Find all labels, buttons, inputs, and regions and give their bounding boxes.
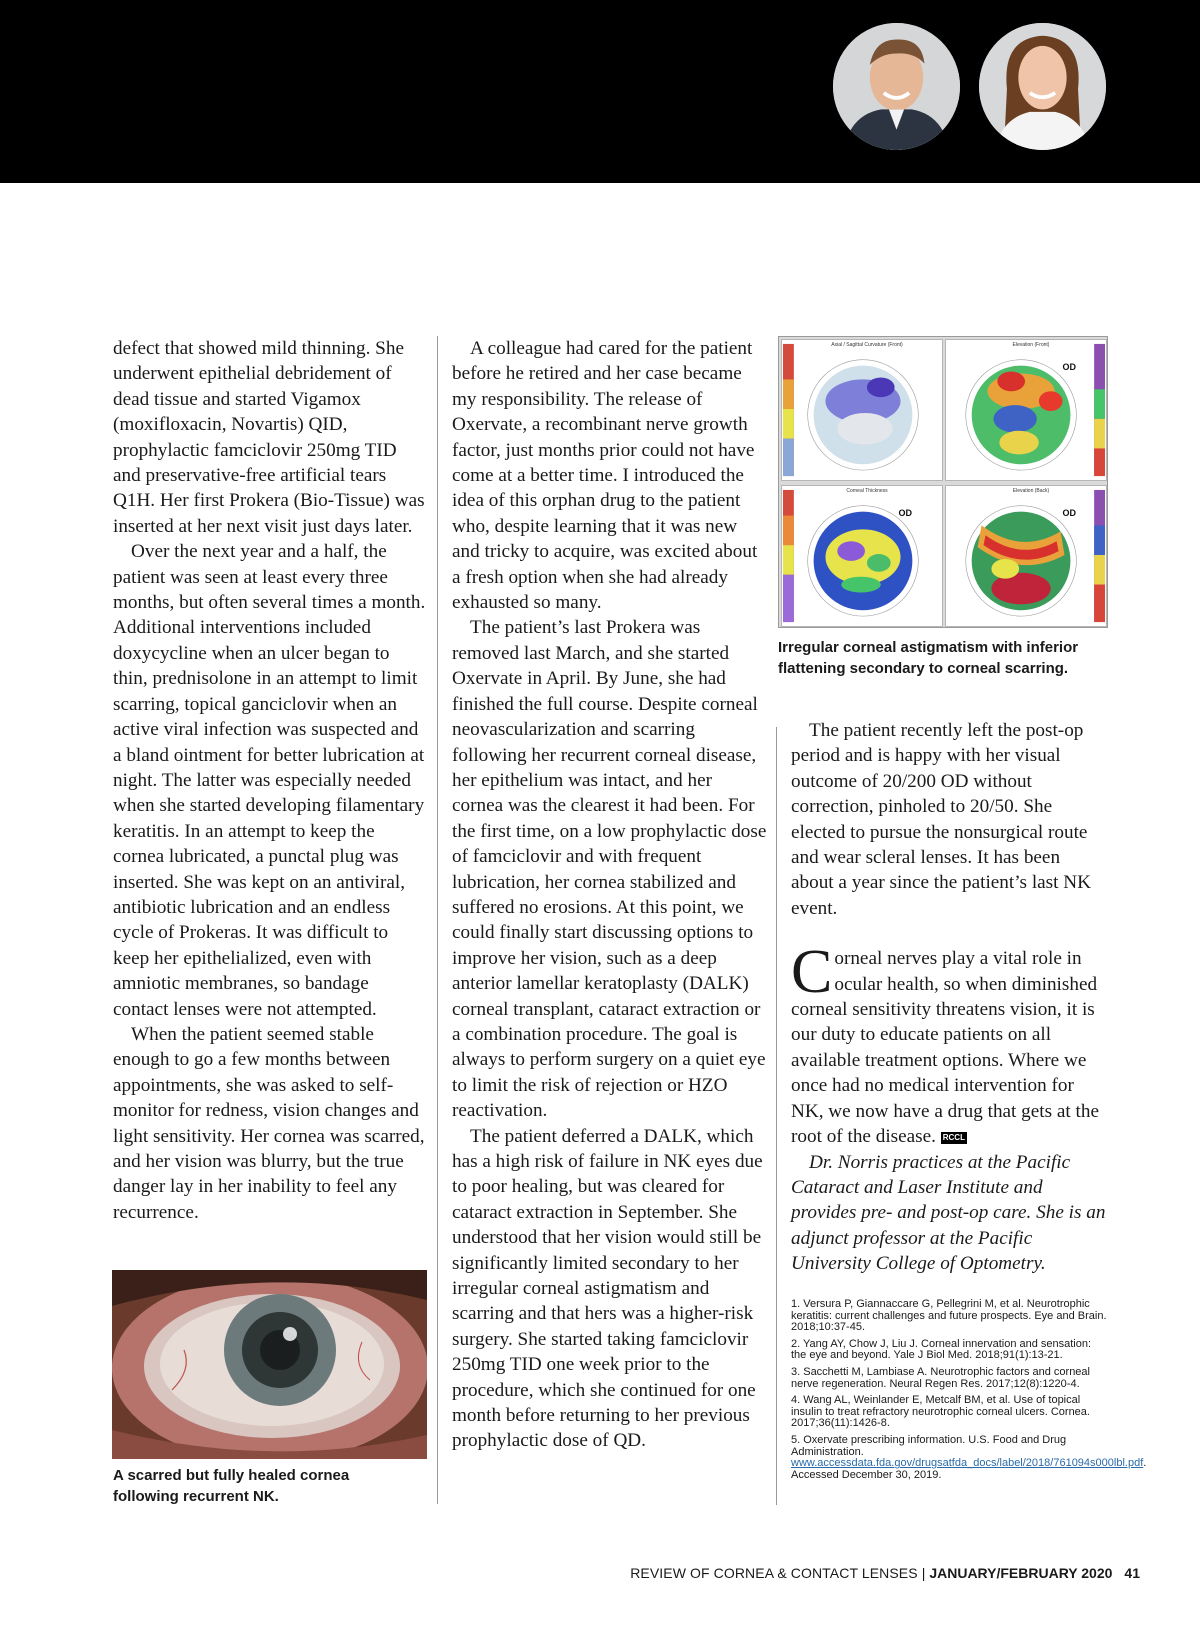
column-divider	[776, 727, 777, 1505]
references	[791, 1298, 1147, 1486]
panel-title: Elevation (Front)	[1012, 342, 1050, 348]
panel-title: Axial / Sagittal Curvature (Front)	[831, 342, 903, 348]
topography-panel	[945, 339, 1107, 481]
paragraph: defect that showed mild thinning. She underwent epithelial debridement of dead tissue and started Vigamox (moxifloxacin, Novartis) QID, prophylactic famciclovir 250mg TID and preservative-free artificial tears Q1H. Her first Prokera (Bio-Tissue) was inserted at her next visit just days later.	[113, 338, 425, 537]
panel-title: Corneal Thickness	[846, 488, 888, 494]
reference-item	[791, 1433, 1147, 1481]
reference-item: 2. Yang AY, Chow J, Liu J. Corneal innervation and sensation: the eye and beyond. Yale J Biol Med. 2018;91(1):13-21.	[791, 1337, 1092, 1362]
paragraph: Over the next year and a half, the patient was seen at least every three months, but often several times a month. Additional interventions included doxycycline when an ulcer began to thin, prednisolone in an attempt to limit scarring, topical ganciclovir when an active viral infection was suspected and a bland ointment for better lubrication at night. The latter was especially needed when she started developing filamentary keratitis. In an attempt to keep the cornea lubricated, a punctal plug was inserted. She was kept on an antiviral, antibiotic lubrication and an endless cycle of Prokeras. It was difficult to keep her epithelialized, even with amniotic membranes, so bandage contact lenses were not attempted.	[113, 541, 426, 1020]
eye-photo-caption: A scarred but fully healed cornea following recurrent NK.	[113, 1467, 350, 1505]
page-number: 41	[1124, 1565, 1140, 1581]
article-column-2	[452, 336, 767, 1454]
reference-text: . Accessed December 30, 2019.	[791, 1457, 1147, 1481]
author-photo-female	[979, 23, 1106, 150]
eye-label: OD	[1062, 362, 1076, 372]
footer-separator: |	[921, 1565, 926, 1581]
panel-title: Elevation (Back)	[1012, 488, 1050, 494]
eye-photo	[112, 1270, 427, 1459]
reference-item: 1. Versura P, Giannaccare G, Pellegrini M, et al. Neurotrophic keratitis: current challenges and future prospects. Eye and Brain. 2018;10:37-45.	[791, 1298, 1107, 1334]
topography-panel	[781, 339, 943, 481]
reference-text: 5. Oxervate prescribing information. U.S. Food and Drug Administration.	[791, 1433, 1067, 1458]
paragraph: A colleague had cared for the patient before he retired and her case became my responsibility. The release of Oxervate, a recombinant nerve growth factor, just months prior could not have come at a better time. I introduced the idea of this orphan drug to the patient who, despite learning that it was new and tricky to acquire, was excited about a fresh option when she had already exhausted so many.	[452, 338, 758, 614]
end-mark-icon: RCCL	[942, 1133, 965, 1143]
reference-link[interactable]: www.accessdata.fda.gov/drugsatfda_docs/label/2018/761094s000lbl.pdf	[791, 1457, 1144, 1470]
drop-cap: C	[791, 938, 833, 1007]
eye-label: OD	[898, 508, 912, 518]
paragraph: The patient recently left the post-op period and is happy with her visual outcome of 20/200 OD without correction, pinholed to 20/50. She elected to pursue the nonsurgical route and wear scleral lenses. It has been about a year since the patient’s last NK event.	[791, 720, 1091, 919]
author-photo-male	[833, 23, 960, 150]
eye-label: OD	[1062, 508, 1076, 518]
column-divider	[437, 336, 438, 1504]
reference-item: 4. Wang AL, Weinlander E, Metcalf BM, et al. Use of topical insulin to treat refractory neurotrophic corneal ulcers. Cornea. 2017;36(11):1426-8.	[791, 1394, 1090, 1430]
paragraph: The patient’s last Prokera was removed last March, and she started Oxervate in April. By June, she had finished the full course. Despite corneal neovascularization and scarring following her recurrent corneal disease, her epithelium was intact, and her cornea was the clearest it had been. For the first time, on a low prophylactic dose of famciclovir and with frequent lubrication, her cornea stabilized and suffered no erosions. At this point, we could finally start discussing options to improve her vision, such as a deep anterior lamellar keratoplasty (DALK) corneal transplant, cataract extraction or a combination procedure. The goal is always to perform surgery on a quiet eye to limit the risk of rejection or HZO reactivation.	[452, 617, 767, 1122]
reference-item: 3. Sacchetti M, Lambiase A. Neurotrophic factors and corneal nerve regeneration. Neural Regen Res. 2017;12(8):1220-4.	[791, 1365, 1090, 1390]
issue-date: JANUARY/FEBRUARY 2020	[929, 1565, 1113, 1581]
publication-name: REVIEW OF CORNEA & CONTACT LENSES	[630, 1565, 918, 1581]
closing-text: orneal nerves play a vital role in ocular health, so when diminished corneal sensitivity threatens vision, it is our duty to educate patients on all available treatment options. Where we once had no medical intervention for NK, we now have a drug that gets at the root of the disease.	[791, 948, 1099, 1148]
paragraph: The patient deferred a DALK, which has a high risk of failure in NK eyes due to poor healing, but was cleared for cataract extraction in September. She understood that her vision would still be significantly limited secondary to her irregular corneal astigmatism and scarring and that hers was a higher-risk surgery. She started taking famciclovir 250mg TID one week prior to the procedure, which she continued for one month before returning to her previous prophylactic dose of QD.	[452, 1125, 763, 1452]
paragraph: When the patient seemed stable enough to go a few months between appointments, she was asked to self-monitor for redness, vision changes and light sensitivity. Her cornea was scarred, and her vision was blurry, but the true danger lay in her inability to feel any recurrence.	[113, 1023, 425, 1223]
topography-caption: Irregular corneal astigmatism with inferior flattening secondary to corneal scarring.	[778, 639, 1079, 677]
closing-paragraph	[791, 938, 1107, 1149]
article-column-3	[791, 718, 1107, 1277]
topography-panel	[945, 485, 1107, 627]
topography-panel	[781, 485, 943, 627]
header-bar	[0, 0, 1200, 183]
author-bio: Dr. Norris practices at the Pacific Cataract and Laser Institute and provides pre- and post-op care. She is an adjunct professor at the Pacific University College of Optometry.	[791, 1151, 1106, 1275]
page-footer	[630, 1565, 1140, 1581]
article-column-1	[113, 336, 428, 1225]
corneal-topography-figure	[778, 336, 1108, 628]
